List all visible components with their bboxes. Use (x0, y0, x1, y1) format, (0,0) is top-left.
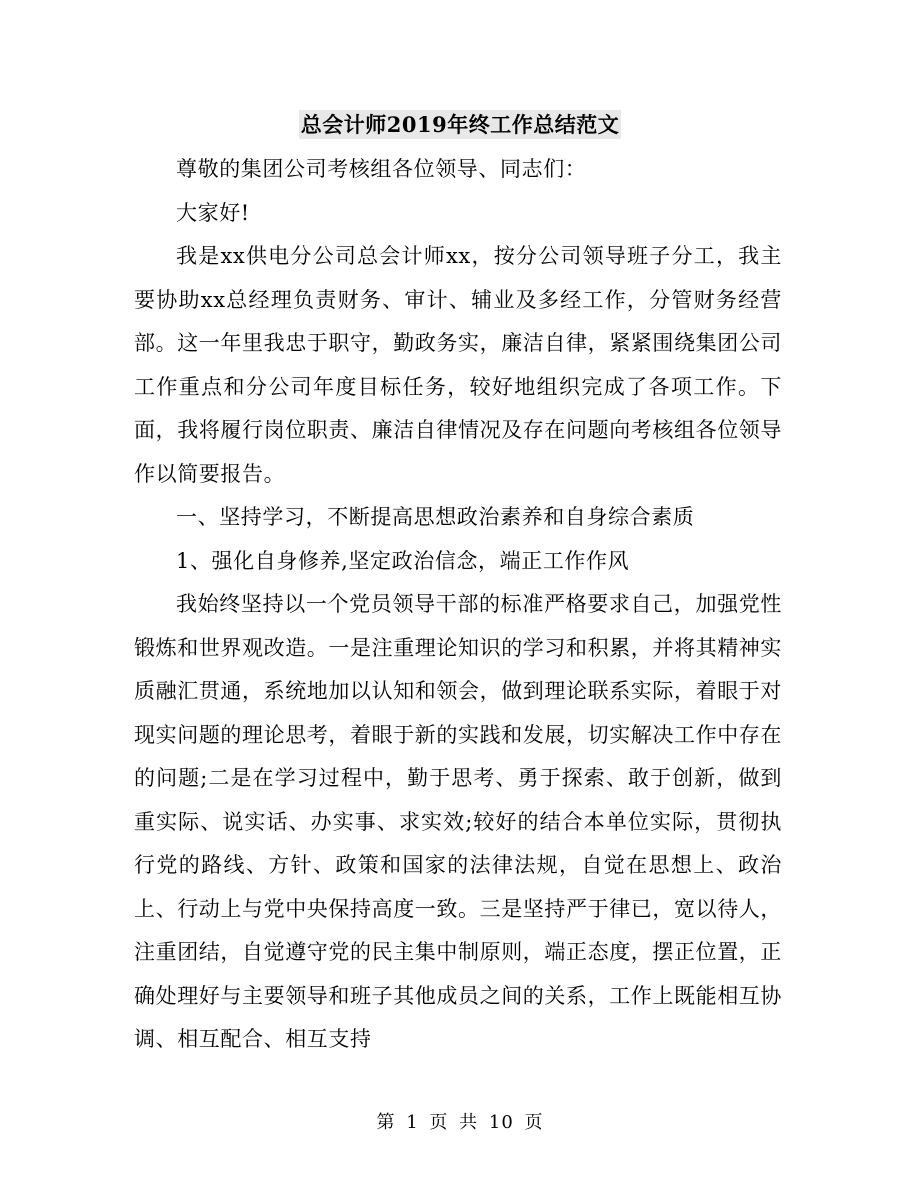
subsection-heading: 1、强化自身修养,坚定政治信念，端正工作作风 (176, 548, 630, 573)
document-body (134, 148, 782, 1062)
paragraph-greeting: 大家好! (176, 200, 250, 225)
page-footer (0, 1108, 920, 1138)
paragraph-body: 我始终坚持以一个党员领导干部的标准严格要求自己，加强党性锻炼和世界观改造。一是注重理论知识的学习和积累，并将其精神实质融汇贯通，系统地加以认知和领会，做到理论联系实际，着眼于对现实问题的理论思考，着眼于新的实践和发展，切实解决工作中存在的问题;二是在学习过程中，勤于思考、勇于探索、敢于创新，做到重实际、说实话、办实事、求实效;较好的结合本单位实际，贯彻执行党的路线、方针、政策和国家的法律法规，自觉在思想上、政治上、行动上与党中央保持高度一致。三是坚持严于律已，宽以待人，注重团结，自觉遵守党的民主集中制原则，端正态度，摆正位置，正确处理好与主要领导和班子其他成员之间的关系，工作上既能相互协调、相互配合、相互支持 (134, 592, 782, 1051)
section-heading: 一、坚持学习，不断提高思想政治素养和自身综合素质 (176, 505, 695, 529)
paragraph-salutation: 尊敬的集团公司考核组各位领导、同志们： (176, 157, 587, 181)
footer-suffix: 页 (524, 1112, 544, 1133)
footer-total-pages: 10 (488, 1112, 514, 1133)
title-text: 总会计师2019年终工作总结范文 (300, 112, 620, 137)
paragraph-introduction: 我是xx供电分公司总会计师xx，按分公司领导班子分工，我主要协助xx总经理负责财务、审计、辅业及多经工作，分管财务经营部。这一年里我忠于职守，勤政务实，廉洁自律，紧紧围绕集团公司工作重点和分公司年度目标任务，较好地组织完成了各项工作。下面，我将履行岗位职责、廉洁自律情况及存在问题向考核组各位领导作以简要报告。 (134, 244, 782, 486)
footer-prefix: 第 (376, 1112, 396, 1133)
footer-middle2: 共 (459, 1112, 479, 1133)
footer-middle1: 页 (429, 1112, 449, 1133)
footer-page-number: 1 (406, 1112, 419, 1133)
document-title (0, 107, 920, 143)
